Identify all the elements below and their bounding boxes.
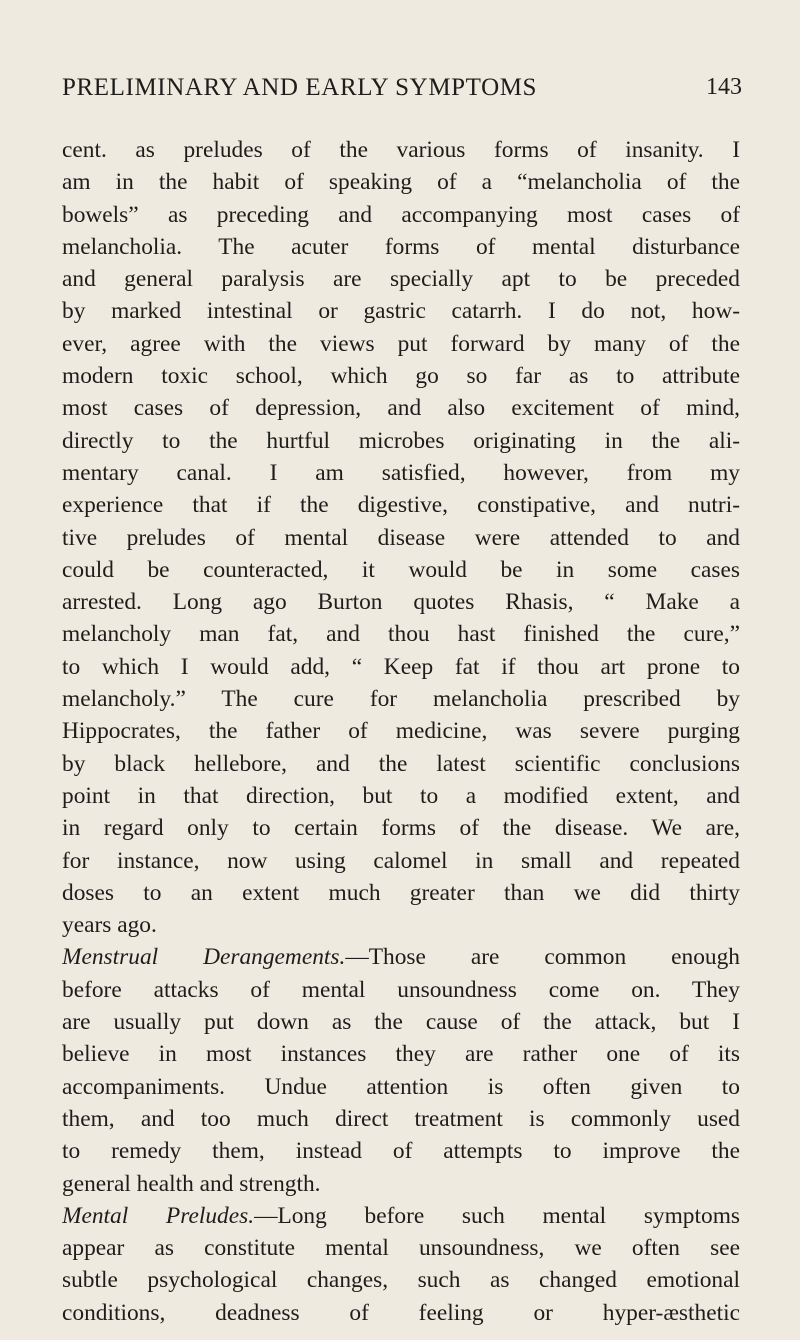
text-line: by marked intestinal or gastric catarrh. I do not, how- xyxy=(62,298,740,325)
text-line: bowels” as preceding and accompanying most cases of xyxy=(62,201,740,228)
text-line: in regard only to certain forms of the disease. We are, xyxy=(62,815,740,842)
text-line: accompaniments. Undue attention is often given to xyxy=(62,1073,740,1100)
text-line: could be counteracted, it would be in some cases xyxy=(62,556,740,583)
text-line: conditions, deadness of feeling or hyper-æsthetic xyxy=(62,1299,740,1326)
text-line: melancholy man fat, and thou hast finished the cure,” xyxy=(62,621,740,648)
running-head xyxy=(62,74,742,110)
section-heading-menstrual-derangements: Menstrual Derangements. xyxy=(62,944,346,971)
text-line: subtle psychological changes, such as changed emotional xyxy=(62,1267,740,1294)
text-line: believe in most instances they are rather one of its xyxy=(62,1041,740,1068)
text-line: to which I would add, “ Keep fat if thou art prone to xyxy=(62,653,740,680)
text-line: to remedy them, instead of attempts to improve the xyxy=(62,1138,740,1165)
text-line: melancholia. The acuter forms of mental disturbance xyxy=(62,233,740,260)
section-heading-mental-preludes: Mental Preludes. xyxy=(62,1202,255,1229)
text-line: before attacks of mental unsoundness come on. They xyxy=(62,976,740,1003)
text-line: them, and too much direct treatment is commonly used xyxy=(62,1105,740,1132)
text-line: general health and strength. xyxy=(62,1170,321,1197)
para2-first-line-text: —Those are common enough xyxy=(345,944,740,971)
text-line: and general paralysis are specially apt to be preceded xyxy=(62,266,740,293)
para3-first-line xyxy=(62,1200,740,1232)
page-number: 143 xyxy=(706,74,742,100)
running-title: PRELIMINARY AND EARLY SYMPTOMS xyxy=(62,74,538,101)
text-line: for instance, now using calomel in small and repeated xyxy=(62,847,740,874)
text-line: experience that if the digestive, constipative, and nutri- xyxy=(62,492,740,519)
text-line: Hippocrates, the father of medicine, was severe purging xyxy=(62,718,740,745)
text-line: doses to an extent much greater than we did thirty xyxy=(62,879,740,906)
text-line: tive preludes of mental disease were attended to and xyxy=(62,524,740,551)
text-line: by black hellebore, and the latest scientific conclusions xyxy=(62,750,740,777)
paragraph-mental-preludes xyxy=(62,1232,740,1329)
text-line: years ago. xyxy=(62,912,157,939)
text-line: am in the habit of speaking of a “melancholia of the xyxy=(62,169,740,196)
body-text xyxy=(62,134,740,1329)
text-line: cent. as preludes of the various forms of insanity. I xyxy=(62,137,740,163)
text-line: are usually put down as the cause of the attack, but I xyxy=(62,1009,740,1036)
para2-first-line xyxy=(62,941,740,973)
paragraph-intestinal-preludes xyxy=(62,134,740,941)
para3-first-line-text: —Long before such mental symptoms xyxy=(254,1202,740,1229)
text-line: point in that direction, but to a modified extent, and xyxy=(62,782,740,809)
text-line: modern toxic school, which go so far as to attribute xyxy=(62,363,740,390)
text-line: appear as constitute mental unsoundness, we often see xyxy=(62,1235,740,1262)
text-line: melancholy.” The cure for melancholia prescribed by xyxy=(62,686,740,713)
text-line: directly to the hurtful microbes originating in the ali- xyxy=(62,427,740,454)
paragraph-menstrual-derangements xyxy=(62,974,740,1200)
text-line: arrested. Long ago Burton quotes Rhasis, “ Make a xyxy=(62,589,740,616)
text-line: most cases of depression, and also excitement of mind, xyxy=(62,395,740,422)
text-line: ever, agree with the views put forward by many of the xyxy=(62,330,740,357)
text-line: mentary canal. I am satisfied, however, from my xyxy=(62,459,740,486)
